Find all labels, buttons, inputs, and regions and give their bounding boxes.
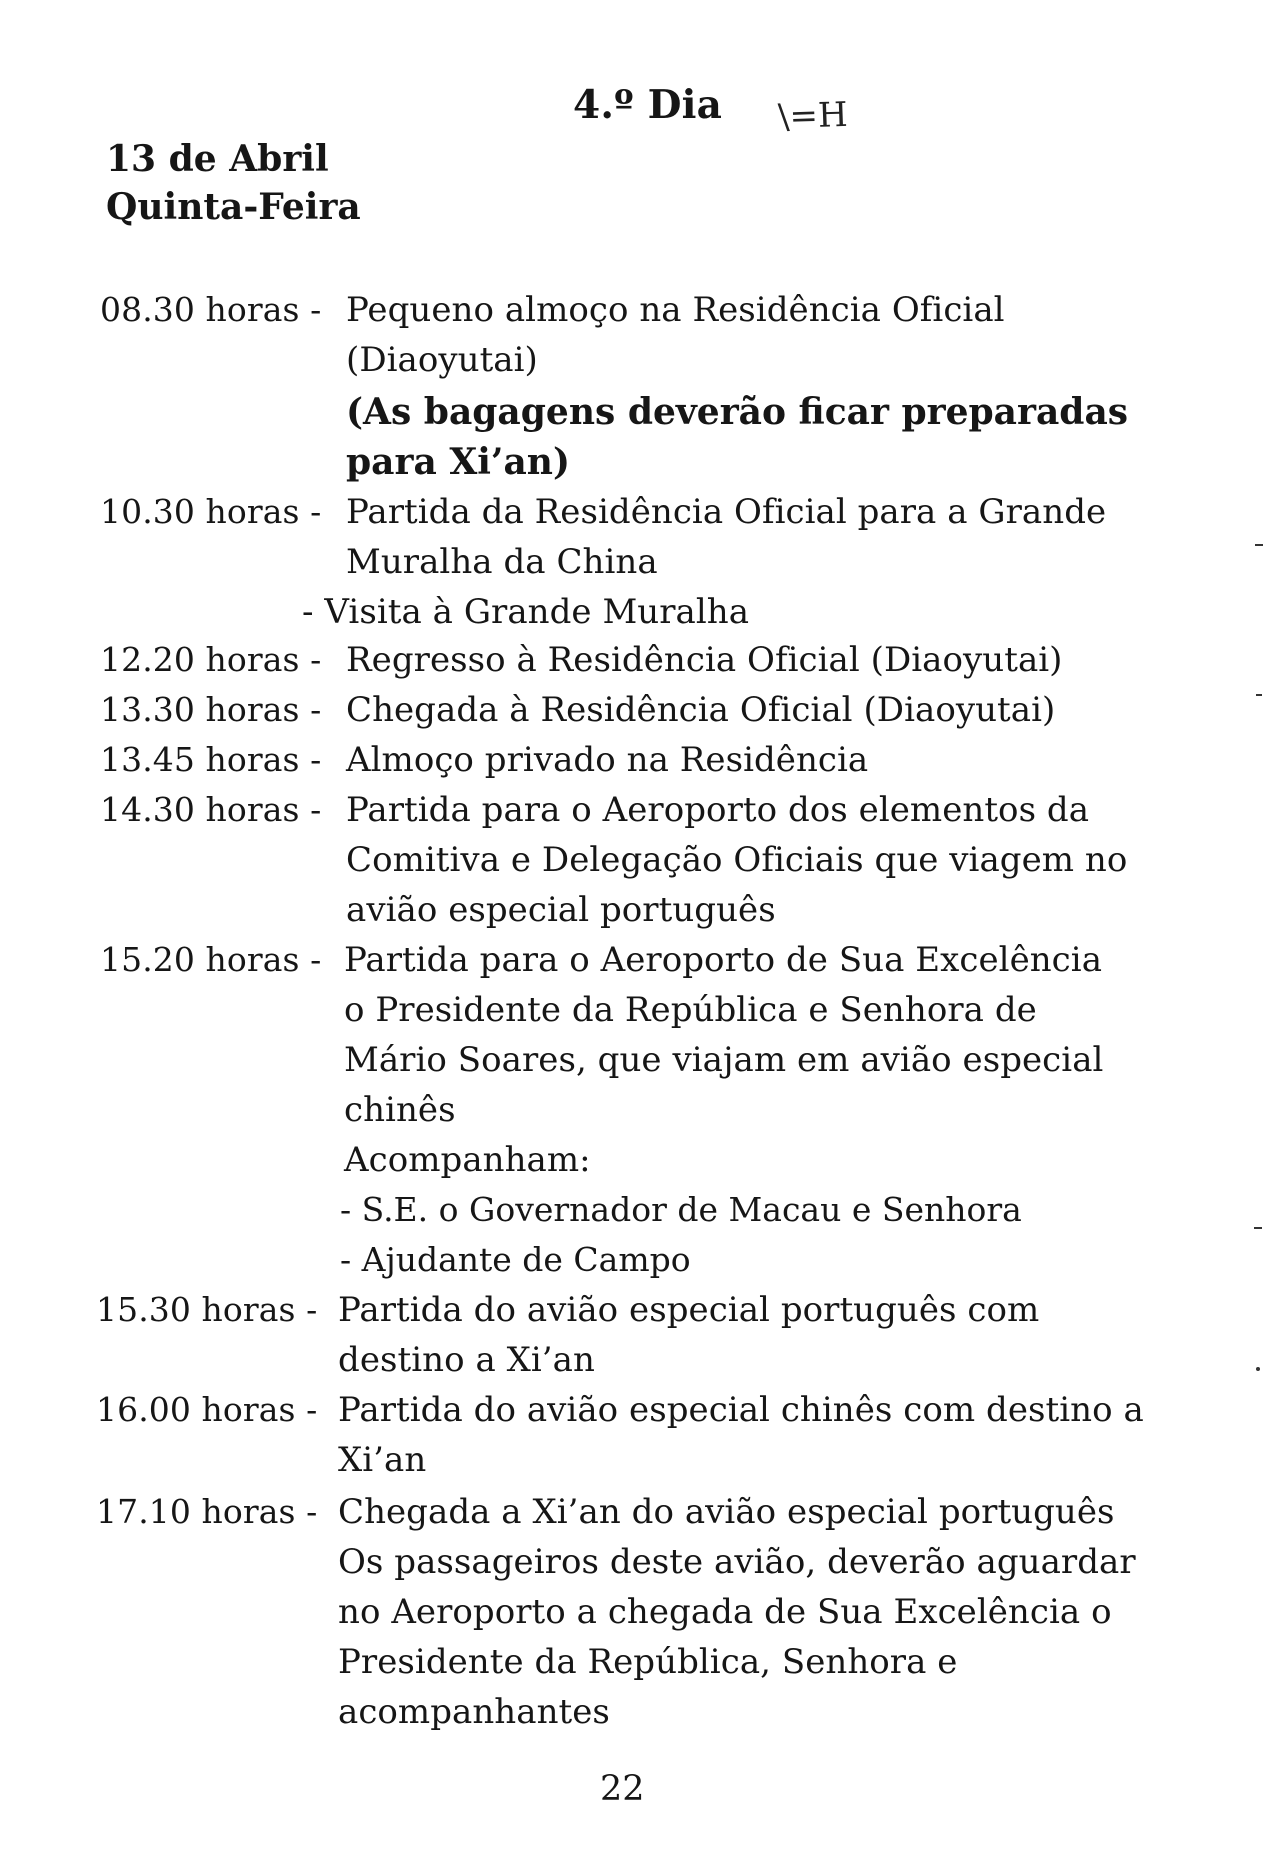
schedule-text-line: Partida da Residência Oficial para a Grande [346,492,1107,532]
schedule-text-line: chinês [344,1090,456,1130]
schedule-text-line: Partida do avião especial chinês com destino a [338,1390,1144,1430]
scan-edge-mark [1256,1367,1260,1371]
schedule-text-line: no Aeroporto a chegada de Sua Excelência o [338,1592,1112,1632]
schedule-text-line: Acompanham: [344,1140,591,1180]
schedule-text-line: Mário Soares, que viajam em avião especial [344,1040,1104,1080]
schedule-text-line: Os passageiros deste avião, deverão aguardar [338,1542,1136,1582]
scan-edge-mark [1256,694,1262,696]
schedule-time-1530: 15.30 horas - [96,1290,318,1329]
schedule-text-line: Regresso à Residência Oficial (Diaoyutai) [346,640,1063,680]
date-heading: 13 de Abril [106,138,329,180]
schedule-time-1520: 15.20 horas - [100,940,322,979]
schedule-text-line: Chegada a Xi’an do avião especial português [338,1492,1115,1532]
handwritten-annotation: \=H [777,94,849,138]
schedule-sub-item: - S.E. o Governador de Macau e Senhora [340,1190,1022,1229]
schedule-time-1430: 14.30 horas - [100,790,322,829]
schedule-text-line: Xi’an [338,1440,427,1480]
schedule-text-line: o Presidente da República e Senhora de [344,990,1037,1030]
schedule-sub-item: - Ajudante de Campo [340,1240,691,1279]
schedule-time-1710: 17.10 horas - [96,1492,318,1531]
schedule-text-line: destino a Xi’an [338,1340,595,1380]
schedule-text-line: Muralha da China [346,542,658,582]
schedule-bold-note-line: (As bagagens deverão ficar preparadas [346,391,1129,433]
day-title: 4.º Dia [573,82,723,128]
scan-edge-mark [1255,544,1263,546]
schedule-text-line: (Diaoyutai) [346,340,538,380]
scan-edge-mark [1254,1227,1262,1229]
schedule-text-line: Almoço privado na Residência [346,740,869,780]
schedule-time-0830: 08.30 horas - [100,290,322,329]
page-number: 22 [600,1769,645,1809]
schedule-text-line: Comitiva e Delegação Oficiais que viagem no [346,840,1128,880]
schedule-text-line: Presidente da República, Senhora e [338,1642,958,1682]
schedule-text-line: Chegada à Residência Oficial (Diaoyutai) [346,690,1056,730]
schedule-time-1600: 16.00 horas - [96,1390,318,1429]
schedule-text-line: Partida do avião especial português com [338,1290,1040,1330]
schedule-time-1220: 12.20 horas - [100,640,322,679]
schedule-bold-note-line: para Xi’an) [346,441,570,483]
schedule-text-line: avião especial português [346,890,776,930]
schedule-text-line: - Visita à Grande Muralha [302,592,750,632]
schedule-time-1330: 13.30 horas - [100,690,322,729]
schedule-time-1030: 10.30 horas - [100,492,322,531]
weekday-heading: Quinta-Feira [106,186,361,228]
schedule-text-line: Partida para o Aeroporto dos elementos da [346,790,1090,830]
schedule-text-line: acompanhantes [338,1692,610,1732]
schedule-text-line: Pequeno almoço na Residência Oficial [346,290,1005,330]
schedule-time-1345: 13.45 horas - [100,740,322,779]
schedule-text-line: Partida para o Aeroporto de Sua Excelência [344,940,1103,980]
